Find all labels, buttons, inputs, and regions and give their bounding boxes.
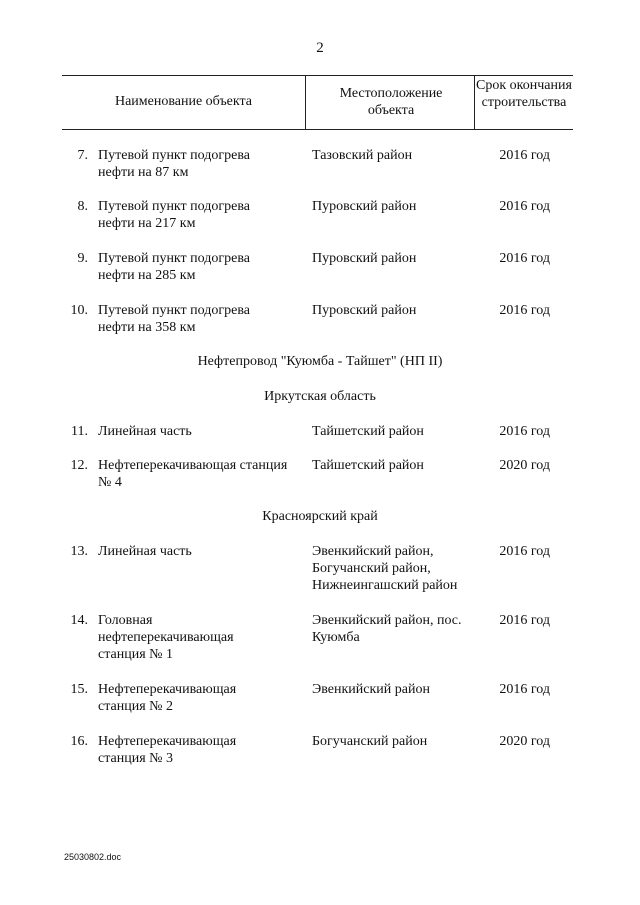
row-location: Тазовский район bbox=[312, 148, 413, 163]
row-number: 12. bbox=[70, 458, 88, 473]
row-object-name: Нефтеперекачивающая станция № 3 bbox=[98, 734, 237, 766]
row-year: 2020 год bbox=[499, 458, 550, 473]
row-object-name: Путевой пункт подогрева нефти на 217 км bbox=[98, 199, 250, 231]
row-year: 2016 год bbox=[499, 544, 550, 559]
row-location: Богучанский район bbox=[312, 734, 428, 749]
row-number: 11. bbox=[71, 424, 88, 439]
row-object-name: Нефтеперекачивающая станция № 4 bbox=[98, 458, 288, 490]
row-location: Эвенкийский район, Богучанский район, Нижнеингашский район bbox=[312, 544, 458, 593]
row-location: Тайшетский район bbox=[312, 424, 424, 439]
section-irkutsk-title: Иркутская область bbox=[264, 389, 376, 404]
section-krasnoyarsk-title: Красноярский край bbox=[262, 509, 378, 524]
row-year: 2016 год bbox=[499, 424, 550, 439]
row-number: 7. bbox=[77, 148, 88, 163]
row-year: 2016 год bbox=[499, 682, 550, 697]
footer-filename: 25030802.doc bbox=[64, 852, 122, 862]
header-top-rule bbox=[62, 75, 573, 76]
row-location: Эвенкийский район, пос. Куюмба bbox=[312, 613, 462, 645]
header-col-deadline: Срок окончания строительства bbox=[476, 78, 572, 110]
header-bottom-rule bbox=[62, 129, 573, 130]
row-number: 8. bbox=[77, 199, 88, 214]
header-col-location: Местоположение объекта bbox=[339, 86, 443, 118]
row-number: 15. bbox=[70, 682, 88, 697]
row-object-name: Путевой пункт подогрева нефти на 285 км bbox=[98, 251, 250, 283]
section-pipeline-title: Нефтепровод "Куюмба - Тайшет" (НП II) bbox=[197, 354, 443, 369]
row-location: Тайшетский район bbox=[312, 458, 424, 473]
row-year: 2016 год bbox=[499, 148, 550, 163]
row-object-name: Путевой пункт подогрева нефти на 358 км bbox=[98, 303, 250, 335]
row-object-name: Путевой пункт подогрева нефти на 87 км bbox=[98, 148, 250, 180]
row-number: 10. bbox=[70, 303, 88, 318]
row-object-name: Нефтеперекачивающая станция № 2 bbox=[98, 682, 237, 714]
row-number: 14. bbox=[70, 613, 88, 628]
row-year: 2016 год bbox=[499, 613, 550, 628]
row-location: Пуровский район bbox=[312, 199, 417, 214]
header-divider-1 bbox=[305, 75, 306, 129]
row-number: 16. bbox=[70, 734, 88, 749]
row-object-name: Линейная часть bbox=[98, 544, 192, 559]
row-location: Пуровский район bbox=[312, 303, 417, 318]
row-number: 13. bbox=[70, 544, 88, 559]
page-number: 2 bbox=[316, 40, 324, 56]
row-number: 9. bbox=[77, 251, 88, 266]
row-object-name: Головная нефтеперекачивающая станция № 1 bbox=[98, 613, 234, 662]
row-location: Пуровский район bbox=[312, 251, 417, 266]
row-year: 2020 год bbox=[499, 734, 550, 749]
row-object-name: Линейная часть bbox=[98, 424, 192, 439]
row-year: 2016 год bbox=[499, 251, 550, 266]
header-col-name: Наименование объекта bbox=[114, 94, 253, 109]
row-year: 2016 год bbox=[499, 199, 550, 214]
row-location: Эвенкийский район bbox=[312, 682, 430, 697]
row-year: 2016 год bbox=[499, 303, 550, 318]
header-divider-2 bbox=[474, 75, 475, 129]
